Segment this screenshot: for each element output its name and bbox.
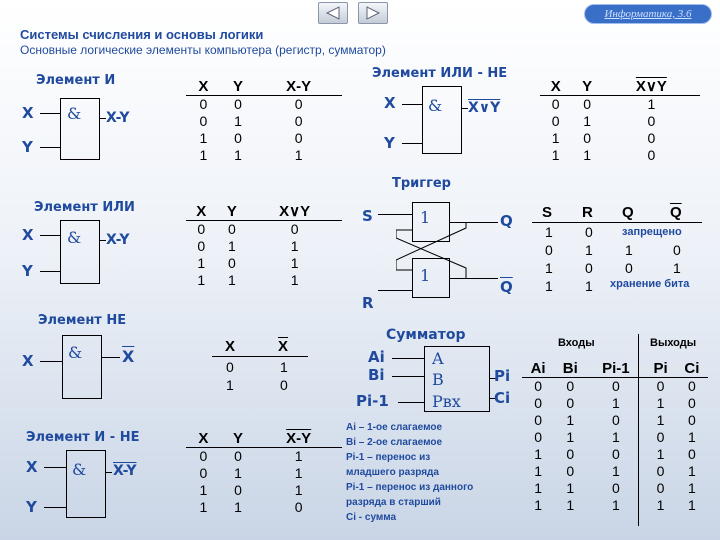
not-gate-heading: Элемент НЕ <box>38 313 127 328</box>
trigger-table-header: S <box>542 204 553 221</box>
trigger-table-cell: 1 <box>673 260 681 276</box>
connector-line <box>398 402 424 403</box>
or-gate-heading: Элемент ИЛИ <box>34 200 135 215</box>
table-cell: 1 <box>534 446 542 462</box>
table-cell: 1 <box>534 497 542 513</box>
arrow-left-icon <box>325 6 341 20</box>
adder-input-bi: Bi <box>368 366 385 384</box>
table-cell: 0 <box>583 130 591 146</box>
nor-truth-table <box>540 78 700 164</box>
nand-input-y: Y <box>26 498 37 516</box>
table-cell: 0 <box>551 96 560 112</box>
table-cell: 0 <box>294 499 303 515</box>
and-gate-output: X-Y <box>106 110 130 126</box>
not-table-cell: 1 <box>280 359 288 375</box>
connector-line <box>40 271 60 272</box>
table-cell: 0 <box>199 465 208 481</box>
nor-gate-output: X∨Y <box>468 100 501 116</box>
table-cell: 0 <box>234 96 242 112</box>
table-cell: 1 <box>647 96 656 112</box>
nand-gate-output: X-Y <box>113 463 137 479</box>
table-cell: 1 <box>583 147 591 163</box>
connector-line <box>378 290 412 291</box>
adder-legend-line: Ai – 1-ое слагаемое <box>346 422 443 433</box>
table-cell: 1 <box>566 429 575 445</box>
not-table-header-x: X <box>225 338 236 355</box>
table-header-cell: X <box>186 78 221 96</box>
arrow-right-icon <box>365 6 381 20</box>
trigger-table-cell: 0 <box>585 224 593 240</box>
table-cell: 1 <box>566 412 575 428</box>
not-gate-symbol: & <box>68 343 83 362</box>
table-header-cell: X-Y <box>255 430 342 448</box>
trigger-note-store: хранение бита <box>610 278 690 290</box>
table-cell: 1 <box>234 113 242 129</box>
table-cell: 1 <box>656 395 665 411</box>
connector-line <box>106 472 112 473</box>
table-cell: 1 <box>199 130 208 146</box>
table-cell: 1 <box>534 463 542 479</box>
connector-line <box>392 376 424 377</box>
table-cell: 0 <box>197 238 206 254</box>
adder-box-a: A <box>432 349 444 368</box>
or-gate-symbol: & <box>67 228 82 247</box>
course-badge[interactable]: Информатика, 3.6 <box>584 4 712 24</box>
table-cell: 0 <box>197 221 206 237</box>
table-cell: 1 <box>199 499 208 515</box>
adder-output-pi: Pi <box>494 367 511 385</box>
table-header-cell: Y <box>217 203 248 221</box>
and-input-x: X <box>22 104 34 122</box>
and-input-y: Y <box>22 138 33 156</box>
nand-gate-symbol: & <box>72 460 87 479</box>
table-cell: 0 <box>294 113 303 129</box>
table-cell: 1 <box>551 147 560 163</box>
table-cell: 1 <box>228 272 236 288</box>
adder-box-b: B <box>432 370 444 389</box>
table-cell: 0 <box>656 480 665 496</box>
next-slide-button[interactable] <box>358 2 388 24</box>
trigger-bottom-gate-label: 1 <box>420 266 431 285</box>
trigger-table-cell: 0 <box>585 260 593 276</box>
table-cell: 0 <box>611 480 620 496</box>
connector-line <box>402 143 422 144</box>
adder-heading: Сумматор <box>386 327 466 343</box>
table-cell: 1 <box>611 429 620 445</box>
table-cell: 0 <box>199 113 208 129</box>
adder-output-ci: Ci <box>494 389 511 407</box>
table-cell: 0 <box>611 412 620 428</box>
table-cell: 1 <box>294 448 303 464</box>
not-table-cell: 0 <box>280 377 288 393</box>
trigger-feedback-wires <box>396 214 506 284</box>
table-cell: 1 <box>534 480 542 496</box>
connector-line <box>402 104 422 105</box>
trigger-input-s: S <box>362 207 373 225</box>
or-truth-table <box>186 203 342 289</box>
table-header-cell: X <box>540 78 571 96</box>
table-cell: 1 <box>656 446 665 462</box>
connector-line <box>44 467 66 468</box>
table-header-cell: Pi <box>645 360 675 378</box>
table-cell: 1 <box>611 463 620 479</box>
adder-truth-table <box>522 360 708 514</box>
table-cell: 0 <box>234 130 242 146</box>
table-cell: 0 <box>566 378 575 394</box>
table-cell: 0 <box>566 463 575 479</box>
connector-line <box>40 113 60 114</box>
table-cell: 0 <box>228 221 236 237</box>
connector-line <box>212 356 308 357</box>
connector-line <box>392 358 424 359</box>
connector-line <box>40 361 62 362</box>
table-cell: 0 <box>199 96 208 112</box>
trigger-table-header: R <box>582 204 593 221</box>
table-header-cell: Y <box>221 78 256 96</box>
table-cell: 0 <box>611 378 620 394</box>
table-header-cell: Pi-1 <box>586 360 645 378</box>
table-cell: 1 <box>687 480 696 496</box>
table-cell: 1 <box>234 499 242 515</box>
not-table-cell: 1 <box>226 377 234 393</box>
adder-legend-line: младшего разряда <box>346 467 439 478</box>
trigger-table-cell: 1 <box>625 242 633 258</box>
table-cell: 0 <box>687 412 696 428</box>
adder-inputs-label: Входы <box>558 337 595 349</box>
trigger-note-forbidden: запрещено <box>622 226 682 238</box>
trigger-top-gate-label: 1 <box>420 208 431 227</box>
table-cell: 1 <box>199 147 208 163</box>
table-header-cell: X∨Y <box>603 78 700 96</box>
trigger-input-r: R <box>362 294 374 312</box>
trigger-table-cell: 1 <box>545 278 553 294</box>
table-cell: 1 <box>199 482 208 498</box>
table-cell: 0 <box>534 395 542 411</box>
nand-truth-table <box>186 430 342 516</box>
table-cell: 0 <box>656 463 665 479</box>
adder-legend <box>346 420 473 525</box>
trigger-table-header: $\overline{Q}$ <box>670 204 682 221</box>
table-cell: 1 <box>290 255 299 271</box>
table-cell: 0 <box>234 448 242 464</box>
connector-line <box>532 222 702 223</box>
not-table-cell: 0 <box>226 359 234 375</box>
table-cell: 0 <box>583 96 591 112</box>
table-header-cell: X-Y <box>255 78 342 96</box>
connector-line <box>102 357 120 358</box>
table-cell: 0 <box>566 446 575 462</box>
table-cell: 1 <box>197 255 206 271</box>
table-cell: 1 <box>687 463 696 479</box>
table-cell: 0 <box>687 378 696 394</box>
table-cell: 0 <box>647 130 656 146</box>
adder-input-pi1: Pi-1 <box>356 392 389 410</box>
table-cell: 0 <box>656 429 665 445</box>
adder-box-p: Pвх <box>432 392 461 411</box>
trigger-output-q-bar: $\overline{Q}$ <box>500 278 513 296</box>
table-header-cell: Ai <box>522 360 554 378</box>
table-cell: 0 <box>294 96 303 112</box>
adder-outputs-label: Выходы <box>650 337 697 349</box>
table-cell: 1 <box>290 238 299 254</box>
table-cell: 0 <box>551 113 560 129</box>
connector-line <box>40 235 60 236</box>
not-gate-output: $\overline{X}$ <box>122 347 135 366</box>
table-header-cell: Y <box>221 430 256 448</box>
trigger-table-cell: 0 <box>625 260 633 276</box>
prev-slide-button[interactable] <box>318 2 348 24</box>
table-header-cell: Ci <box>676 360 708 378</box>
table-cell: 0 <box>566 395 575 411</box>
not-input-x: X <box>22 352 34 370</box>
trigger-heading: Триггер <box>392 176 451 191</box>
table-cell: 1 <box>294 465 303 481</box>
and-truth-table <box>186 78 342 164</box>
trigger-table-cell: 1 <box>585 278 593 294</box>
page-subtitle: Основные логические элементы компьютера (регистр, сумматор) <box>20 43 386 57</box>
table-cell: 0 <box>647 147 656 163</box>
and-gate-heading: Элемент И <box>36 73 116 88</box>
adder-input-ai: Ai <box>368 348 385 366</box>
page-title: Системы счисления и основы логики <box>20 27 264 42</box>
adder-legend-line: Bi – 2-ое слагаемое <box>346 437 443 448</box>
table-cell: 0 <box>534 412 542 428</box>
or-gate-output: X-Y <box>106 232 130 248</box>
table-cell: 0 <box>611 446 620 462</box>
table-cell: 1 <box>611 395 620 411</box>
trigger-output-q: Q <box>500 212 513 230</box>
not-table-header-notx: $\overline{X}$ <box>278 338 289 355</box>
nand-gate-heading: Элемент И - НЕ <box>26 430 140 445</box>
table-cell: 0 <box>228 255 236 271</box>
table-cell: 1 <box>687 429 696 445</box>
table-cell: 1 <box>566 480 575 496</box>
nor-gate-heading: Элемент ИЛИ - НЕ <box>372 66 508 81</box>
nor-input-x: X <box>384 94 396 112</box>
table-cell: 1 <box>290 272 299 288</box>
table-cell: 1 <box>294 482 303 498</box>
table-cell: 0 <box>199 448 208 464</box>
table-cell: 0 <box>647 113 656 129</box>
table-cell: 1 <box>583 113 591 129</box>
table-cell: 1 <box>234 147 242 163</box>
table-cell: 0 <box>294 130 303 146</box>
nand-input-x: X <box>26 458 38 476</box>
table-header-cell: Y <box>571 78 602 96</box>
table-cell: 0 <box>687 395 696 411</box>
adder-legend-line: разряда в старший <box>346 497 441 508</box>
trigger-table-cell: 1 <box>545 260 553 276</box>
trigger-table-cell: 1 <box>545 224 553 240</box>
table-cell: 1 <box>294 147 303 163</box>
table-cell: 1 <box>656 412 665 428</box>
table-cell: 0 <box>687 446 696 462</box>
table-header-cell: X <box>186 203 217 221</box>
table-cell: 1 <box>656 497 665 513</box>
table-cell: 0 <box>656 378 665 394</box>
adder-legend-line: Pi-1 – перенос из данного <box>346 482 474 493</box>
table-cell: 0 <box>290 221 299 237</box>
trigger-table-cell: 1 <box>585 242 593 258</box>
nor-input-y: Y <box>384 134 395 152</box>
table-cell: 0 <box>234 482 242 498</box>
table-cell: 0 <box>534 429 542 445</box>
trigger-table-header: Q <box>622 204 634 221</box>
table-header-cell: Bi <box>554 360 586 378</box>
table-cell: 1 <box>566 497 575 513</box>
adder-legend-line: Pi-1 – перенос из <box>346 452 431 463</box>
table-header-cell: X <box>186 430 221 448</box>
table-cell: 1 <box>551 130 560 146</box>
connector-line <box>44 507 66 508</box>
table-cell: 1 <box>611 497 620 513</box>
or-input-x: X <box>22 226 34 244</box>
table-cell: 0 <box>534 378 542 394</box>
connector-line <box>40 147 60 148</box>
table-cell: 1 <box>687 497 696 513</box>
table-header-cell: X∨Y <box>247 203 342 221</box>
table-cell: 1 <box>234 465 242 481</box>
adder-legend-line: Ci - сумма <box>346 512 397 523</box>
table-cell: 1 <box>197 272 206 288</box>
nor-gate-symbol: & <box>428 96 443 115</box>
table-cell: 1 <box>228 238 236 254</box>
and-gate-symbol: & <box>67 104 82 123</box>
trigger-table-cell: 0 <box>673 242 681 258</box>
or-input-y: Y <box>22 262 33 280</box>
trigger-table-cell: 0 <box>545 242 553 258</box>
